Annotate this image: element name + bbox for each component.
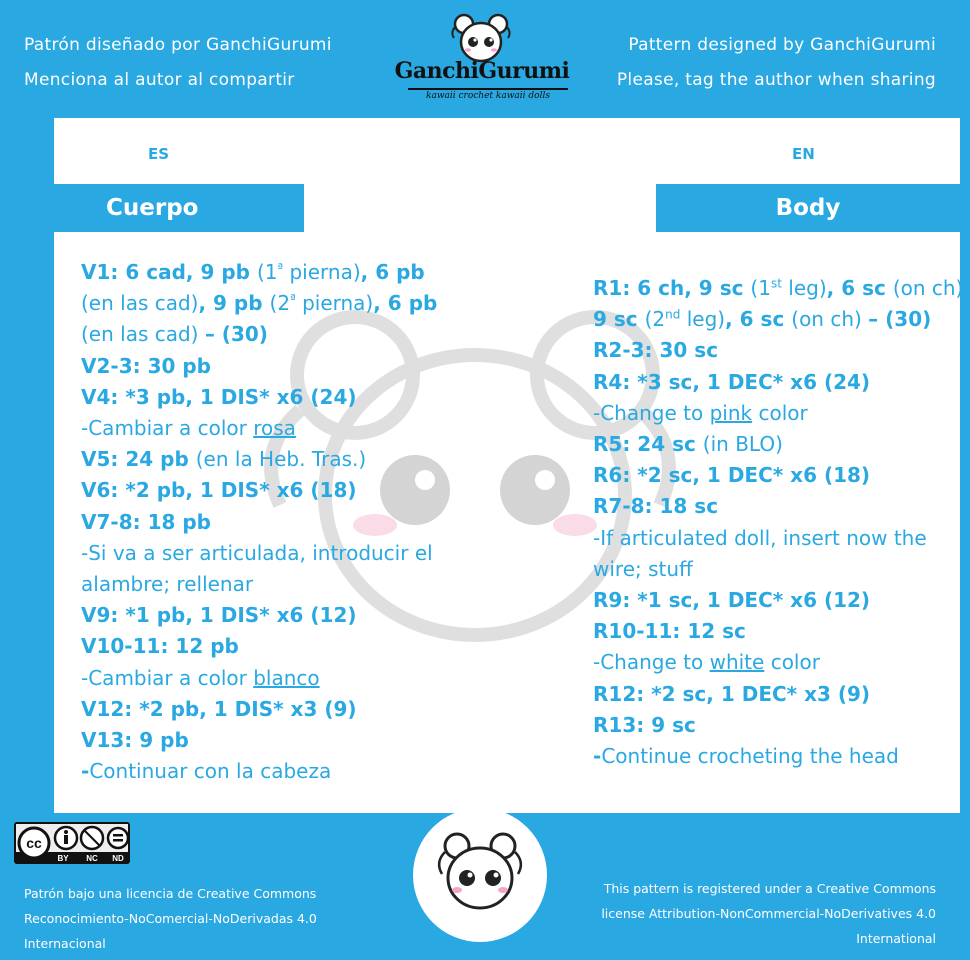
es-instruction-line: [81, 351, 437, 382]
es-line-segment: , 9 pb: [198, 291, 270, 316]
es-instruction-line: [81, 257, 437, 288]
en-line-segment: white: [709, 650, 765, 675]
en-instruction-line: [593, 460, 970, 491]
cc-by-label: BY: [57, 854, 69, 863]
es-line-segment: , 6 pb: [373, 291, 438, 316]
en-line-segment: nd: [665, 307, 681, 322]
en-line-segment: (on ch),: [892, 276, 970, 300]
es-line-segment: Continuar con la cabeza: [89, 759, 332, 784]
es-line-segment: (en la Heb. Tras.): [195, 447, 367, 472]
header-right-line1: Pattern designed by GanchiGurumi: [628, 35, 936, 55]
footer-license-es: [24, 881, 317, 956]
header-left-line1: Patrón diseñado por GanchiGurumi: [24, 35, 332, 55]
es-instruction-line: [81, 694, 437, 725]
en-instruction-line: [593, 398, 970, 429]
es-instruction-line: [81, 663, 437, 694]
cc-nc-label: NC: [86, 854, 98, 863]
en-instruction-line: [593, 616, 970, 647]
en-line-segment: R5: 24 sc: [593, 432, 703, 457]
en-line-segment: R9: *1 sc, 1 DEC* x6 (12): [593, 588, 871, 613]
es-instruction-line: [81, 725, 437, 756]
tab-en: EN: [792, 145, 815, 163]
es-line-segment: V4: *3 pb, 1 DIS* x6 (24): [81, 384, 357, 409]
en-line-segment: R10-11: 12 sc: [593, 619, 746, 644]
en-line-segment: , 6 sc: [725, 307, 792, 332]
en-instruction-line: [593, 585, 970, 616]
logo-tagline: kawaii crochet kawaii dolls: [408, 88, 568, 101]
en-line-segment: 9 sc: [593, 307, 645, 332]
en-instruction-line: [593, 710, 970, 741]
es-line-segment: V7-8: 18 pb: [81, 509, 211, 534]
es-instruction-line: [81, 569, 437, 600]
es-line-segment: ª: [290, 291, 296, 306]
en-instructions: [593, 273, 970, 772]
footer-right-line3: International: [856, 931, 936, 946]
en-line-segment: -Change to: [593, 400, 710, 425]
creative-commons-icon: [14, 822, 130, 864]
en-line-segment: (in BLO): [702, 432, 783, 457]
es-instruction-line: [81, 413, 437, 444]
en-line-segment: (2: [644, 307, 666, 332]
en-line-segment: -If articulated doll, insert now the: [593, 525, 927, 550]
es-line-segment: V6: *2 pb, 1 DIS* x6 (18): [81, 478, 357, 503]
es-instructions: [81, 257, 437, 787]
en-line-segment: (1: [750, 276, 771, 300]
es-line-segment: pierna): [283, 260, 361, 284]
es-line-segment: pierna): [295, 291, 374, 316]
es-line-segment: alambre; rellenar: [81, 572, 254, 597]
en-instruction-line: [593, 523, 970, 554]
en-line-segment: -: [593, 744, 602, 769]
es-line-segment: V9: *1 pb, 1 DIS* x6 (12): [81, 603, 357, 628]
es-instruction-line: [81, 756, 437, 787]
header-left-line2: Menciona al autor al compartir: [24, 70, 295, 90]
cc-nd-label: ND: [112, 854, 124, 863]
es-instruction-line: [81, 631, 437, 662]
es-line-segment: blanco: [253, 665, 320, 690]
es-line-segment: (en las cad): [81, 322, 205, 347]
es-line-segment: – (30): [204, 322, 268, 347]
es-instruction-line: [81, 507, 437, 538]
en-instruction-line: [593, 741, 970, 772]
en-line-segment: leg): [781, 276, 827, 300]
en-instruction-line: [593, 335, 970, 366]
logo-text: GanchiGurumi: [394, 58, 570, 84]
es-instruction-line: [81, 319, 437, 350]
en-instruction-line: [593, 304, 970, 335]
es-line-segment: -Cambiar a color: [81, 416, 254, 441]
es-line-segment: (en las cad): [81, 291, 199, 316]
es-instruction-line: [81, 288, 437, 319]
es-section-title: Cuerpo: [54, 184, 304, 232]
es-instruction-line: [81, 475, 437, 506]
en-line-segment: st: [770, 276, 782, 291]
es-line-segment: V13: 9 pb: [81, 728, 189, 753]
mascot-face-icon: [425, 826, 535, 916]
en-instruction-line: [593, 429, 970, 460]
en-line-segment: , 6 sc: [826, 276, 893, 300]
en-line-segment: R6: *2 sc, 1 DEC* x6 (18): [593, 463, 871, 488]
en-section-title: Body: [656, 184, 960, 232]
es-line-segment: -Si va a ser articulada, introducir el: [81, 540, 433, 565]
es-line-segment: -Cambiar a color: [81, 665, 254, 690]
en-line-segment: Continue crocheting the head: [601, 744, 899, 769]
en-line-segment: R7-8: 18 sc: [593, 494, 719, 519]
footer-left-line3: Internacional: [24, 936, 106, 951]
en-line-segment: leg): [680, 307, 726, 332]
es-line-segment: (1: [256, 260, 278, 284]
en-line-segment: R12: *2 sc, 1 DEC* x3 (9): [593, 681, 871, 706]
en-line-segment: – (30): [868, 307, 932, 332]
en-line-segment: R2-3: 30 sc: [593, 338, 719, 363]
footer-left-line2: Reconocimiento-NoComercial-NoDerivadas 4.0: [24, 911, 317, 926]
footer-left-line1: Patrón bajo una licencia de Creative Commons: [24, 886, 317, 901]
footer-license-en: [601, 876, 936, 951]
en-instruction-line: [593, 554, 970, 585]
footer-right-line1: This pattern is registered under a Creative Commons: [603, 881, 936, 896]
es-instruction-line: [81, 382, 437, 413]
footer-mascot-circle: [413, 808, 547, 942]
en-instruction-line: [593, 679, 970, 710]
footer-right-line2: license Attribution-NonCommercial-NoDerivatives 4.0: [601, 906, 936, 921]
es-line-segment: , 6 pb: [360, 260, 425, 284]
tab-es: ES: [148, 145, 170, 163]
en-line-segment: pink: [709, 400, 753, 425]
es-line-segment: V2-3: 30 pb: [81, 353, 211, 378]
en-line-segment: -Change to: [593, 650, 710, 675]
en-instruction-line: [593, 647, 970, 678]
header-right-line2: Please, tag the author when sharing: [616, 70, 936, 90]
es-line-segment: V12: *2 pb, 1 DIS* x3 (9): [81, 696, 357, 721]
cc-badge-label: cc: [26, 835, 42, 851]
es-instruction-line: [81, 600, 437, 631]
en-line-segment: (on ch): [791, 307, 869, 332]
es-line-segment: ª: [277, 260, 284, 275]
es-line-segment: rosa: [253, 416, 296, 441]
en-line-segment: color: [752, 400, 808, 425]
logo: [388, 12, 576, 116]
es-instruction-line: [81, 538, 437, 569]
en-line-segment: color: [764, 650, 820, 675]
en-instruction-line: [593, 367, 970, 398]
en-line-segment: R1: 6 ch, 9 sc: [593, 276, 751, 300]
en-line-segment: wire; stuff: [593, 556, 693, 581]
es-line-segment: V1: 6 cad, 9 pb: [81, 260, 257, 284]
es-line-segment: V10-11: 12 pb: [81, 634, 239, 659]
en-instruction-line: [593, 491, 970, 522]
mascot-face-icon: [446, 12, 516, 64]
es-line-segment: -: [81, 759, 90, 784]
es-line-segment: V5: 24 pb: [81, 447, 196, 472]
en-line-segment: R4: *3 sc, 1 DEC* x6 (24): [593, 369, 871, 394]
es-instruction-line: [81, 444, 437, 475]
es-line-segment: (2: [269, 291, 291, 316]
en-instruction-line: [593, 273, 970, 304]
en-line-segment: R13: 9 sc: [593, 712, 696, 737]
